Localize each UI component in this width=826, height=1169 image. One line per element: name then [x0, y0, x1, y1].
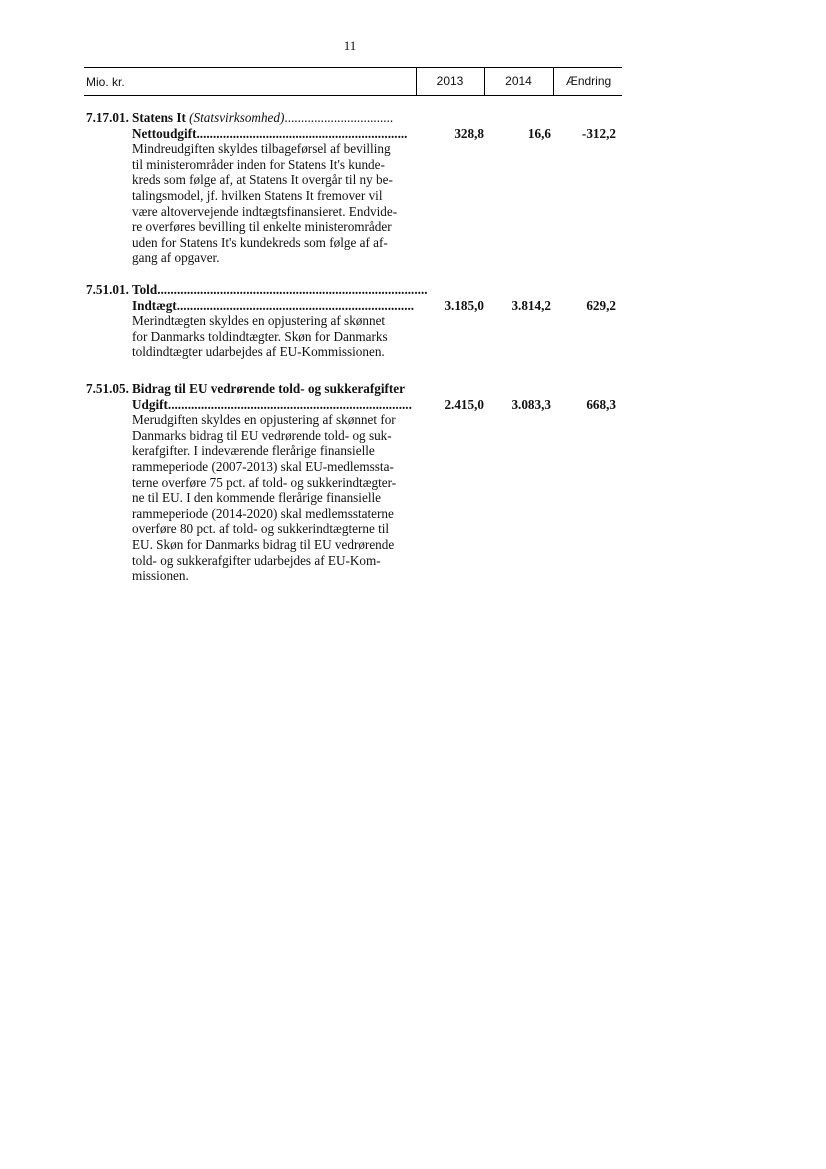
title-leader: ..................................................................................	[157, 282, 428, 297]
entry-title	[132, 110, 398, 126]
table-header	[84, 67, 622, 96]
entry-title	[132, 381, 406, 397]
desc-line: ne til EU. I den kommende flerårige finansielle	[132, 490, 382, 506]
value-2013: 3.185,0	[444, 297, 484, 313]
desc-line: talingsmodel, jf. hvilken Statens It fremover vil	[132, 187, 383, 203]
desc-line: gang af opgaver.	[132, 250, 220, 266]
entry-subtitle	[132, 396, 412, 413]
entry-body	[132, 282, 428, 360]
value-2013: 328,8	[454, 125, 484, 141]
desc-line: for Danmarks toldindtægter. Skøn for Danmarks	[132, 328, 388, 344]
desc-line: kreds som følge af, at Statens It overgår til ny be-	[132, 172, 393, 188]
page-number: 11	[343, 38, 357, 53]
value-2014: 16,6	[527, 125, 551, 141]
title-leader: .................................	[284, 110, 394, 125]
title-text: Statens It	[132, 110, 190, 125]
title-text: Bidrag til EU vedrørende told- og sukkerafgifter	[132, 381, 406, 396]
entry-title	[132, 282, 428, 298]
subtitle-text: Nettoudgift	[132, 125, 197, 141]
value-2013: 2.415,0	[444, 396, 484, 412]
desc-line: told- og sukkerafgifter udarbejdes af EU-Kom-	[132, 552, 381, 568]
desc-line: EU. Skøn for Danmarks bidrag til EU vedrørende	[132, 536, 395, 552]
value-2014: 3.814,2	[511, 297, 551, 313]
entry-description	[132, 313, 398, 360]
desc-line: terne overføre 75 pct. af told- og sukkerindtægter-	[132, 474, 397, 490]
entry-body	[132, 381, 412, 584]
entry-number: 7.51.01.	[86, 282, 129, 297]
subtitle-text: Udgift	[132, 396, 168, 412]
desc-line: være altovervejende indtægtsfinansieret. Endvide-	[132, 203, 398, 219]
value-change: 668,3	[586, 396, 616, 412]
subtitle-leader: ................................................................	[196, 125, 408, 141]
desc-line: overføre 80 pct. af told- og sukkerindtægterne til	[132, 521, 390, 537]
entry-number: 7.51.05.	[86, 381, 129, 396]
title-italic: (Statsvirksomhed)	[189, 110, 285, 125]
column-2014: 2014	[484, 68, 552, 95]
entry-body	[132, 110, 408, 266]
desc-line: Merindtægten skyldes en opjustering af skønnet	[132, 313, 386, 329]
desc-line: toldindtægter udarbejdes af EU-Kommissionen.	[132, 344, 385, 360]
desc-line: missionen.	[132, 568, 189, 584]
desc-line: re overføres bevilling til enkelte ministerområder	[132, 219, 392, 235]
subtitle-leader: ........................................................................	[176, 297, 415, 313]
entry-number: 7.17.01.	[86, 110, 129, 125]
desc-line: Danmarks bidrag til EU vedrørende told- og suk-	[132, 427, 392, 443]
column-change: Ændring	[553, 68, 623, 95]
desc-line: rammeperiode (2007-2013) skal EU-medlemssta-	[132, 458, 394, 474]
desc-line: til ministerområder inden for Statens It's kunde-	[132, 156, 385, 172]
entry-description	[132, 412, 398, 584]
unit-label: Mio. kr.	[86, 75, 125, 89]
entry-subtitle	[132, 125, 408, 142]
title-text: Told	[132, 282, 158, 297]
desc-line: rammeperiode (2014-2020) skal medlemsstaterne	[132, 505, 394, 521]
entry-description	[132, 141, 398, 266]
desc-line: Mindreudgiften skyldes tilbageførsel af bevilling	[132, 141, 391, 157]
subtitle-leader: ..........................................................................	[167, 396, 412, 412]
value-change: 629,2	[586, 297, 616, 313]
entry-subtitle	[132, 297, 415, 314]
subtitle-text: Indtægt	[132, 297, 177, 313]
desc-line: uden for Statens It's kundekreds som følge af af-	[132, 234, 388, 250]
desc-line: Merudgiften skyldes en opjustering af skønnet for	[132, 412, 396, 428]
column-2013: 2013	[416, 68, 483, 95]
value-2014: 3.083,3	[511, 396, 551, 412]
value-change: -312,2	[581, 125, 616, 141]
desc-line: kerafgifter. I indeværende flerårige finansielle	[132, 443, 375, 459]
